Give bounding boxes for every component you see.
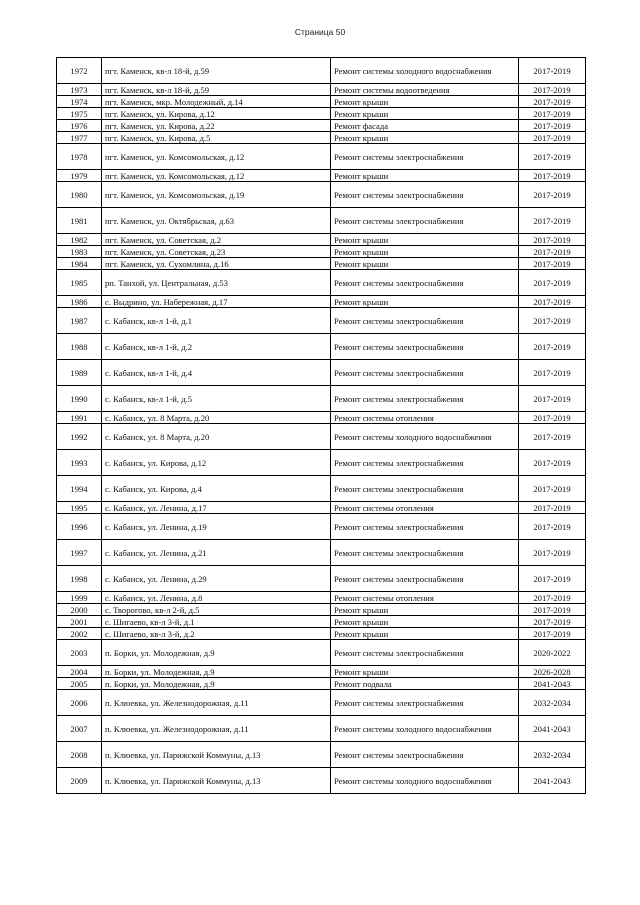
table-row bbox=[57, 540, 586, 566]
period-cell: 2017-2019 bbox=[519, 360, 586, 386]
row-number-cell: 1978 bbox=[57, 144, 102, 170]
row-number-cell: 2002 bbox=[57, 628, 102, 640]
address-cell: с. Шигаево, кв-л 3-й, д.2 bbox=[102, 628, 331, 640]
table-row bbox=[57, 182, 586, 208]
period-cell: 2017-2019 bbox=[519, 450, 586, 476]
work-type-cell: Ремонт системы электроснабжения bbox=[331, 334, 519, 360]
work-type-cell: Ремонт фасада bbox=[331, 120, 519, 132]
address-cell: п. Клюевка, ул. Парижской Коммуны, д.13 bbox=[102, 742, 331, 768]
period-cell: 2026-2028 bbox=[519, 666, 586, 678]
table-row bbox=[57, 502, 586, 514]
address-cell: с. Кабанск, ул. 8 Марта, д.20 bbox=[102, 412, 331, 424]
row-number-cell: 2007 bbox=[57, 716, 102, 742]
work-type-cell: Ремонт системы электроснабжения bbox=[331, 308, 519, 334]
period-cell: 2017-2019 bbox=[519, 96, 586, 108]
table-row bbox=[57, 742, 586, 768]
address-cell: п. Клюевка, ул. Железнодорожная, д.11 bbox=[102, 690, 331, 716]
period-cell: 2017-2019 bbox=[519, 628, 586, 640]
table-row bbox=[57, 716, 586, 742]
period-cell: 2017-2019 bbox=[519, 108, 586, 120]
address-cell: пгт. Каменск, кв-л 18-й, д.59 bbox=[102, 58, 331, 84]
table-row bbox=[57, 334, 586, 360]
table-row bbox=[57, 768, 586, 794]
period-cell: 2041-2043 bbox=[519, 768, 586, 794]
period-cell: 2017-2019 bbox=[519, 120, 586, 132]
period-cell: 2017-2019 bbox=[519, 132, 586, 144]
table-row bbox=[57, 678, 586, 690]
address-cell: с. Кабанск, кв-л 1-й, д.5 bbox=[102, 386, 331, 412]
address-cell: п. Борки, ул. Молодежная, д.9 bbox=[102, 666, 331, 678]
address-cell: с. Выдрино, ул. Набережная, д.17 bbox=[102, 296, 331, 308]
period-cell: 2017-2019 bbox=[519, 386, 586, 412]
work-type-cell: Ремонт крыши bbox=[331, 170, 519, 182]
table-row bbox=[57, 258, 586, 270]
period-cell: 2017-2019 bbox=[519, 502, 586, 514]
row-number-cell: 2000 bbox=[57, 604, 102, 616]
row-number-cell: 1972 bbox=[57, 58, 102, 84]
period-cell: 2017-2019 bbox=[519, 58, 586, 84]
address-cell: п. Борки, ул. Молодежная, д.9 bbox=[102, 640, 331, 666]
work-type-cell: Ремонт крыши bbox=[331, 246, 519, 258]
table-row bbox=[57, 84, 586, 96]
work-type-cell: Ремонт системы электроснабжения bbox=[331, 514, 519, 540]
row-number-cell: 1980 bbox=[57, 182, 102, 208]
row-number-cell: 1987 bbox=[57, 308, 102, 334]
work-type-cell: Ремонт системы электроснабжения bbox=[331, 742, 519, 768]
row-number-cell: 1981 bbox=[57, 208, 102, 234]
row-number-cell: 2001 bbox=[57, 616, 102, 628]
work-type-cell: Ремонт системы электроснабжения bbox=[331, 640, 519, 666]
address-cell: пгт. Каменск, ул. Комсомольская, д.12 bbox=[102, 170, 331, 182]
work-type-cell: Ремонт крыши bbox=[331, 296, 519, 308]
repair-schedule-table bbox=[56, 57, 586, 794]
address-cell: с. Кабанск, ул. Кирова, д.12 bbox=[102, 450, 331, 476]
table-row bbox=[57, 450, 586, 476]
address-cell: пгт. Каменск, ул. Комсомольская, д.12 bbox=[102, 144, 331, 170]
row-number-cell: 1976 bbox=[57, 120, 102, 132]
row-number-cell: 1979 bbox=[57, 170, 102, 182]
address-cell: п. Борки, ул. Молодежная, д.9 bbox=[102, 678, 331, 690]
table-row bbox=[57, 120, 586, 132]
table-row bbox=[57, 616, 586, 628]
table-row bbox=[57, 424, 586, 450]
table-row bbox=[57, 690, 586, 716]
period-cell: 2017-2019 bbox=[519, 308, 586, 334]
work-type-cell: Ремонт системы водоотведения bbox=[331, 84, 519, 96]
row-number-cell: 1999 bbox=[57, 592, 102, 604]
table-row bbox=[57, 476, 586, 502]
row-number-cell: 1990 bbox=[57, 386, 102, 412]
period-cell: 2017-2019 bbox=[519, 170, 586, 182]
work-type-cell: Ремонт системы электроснабжения bbox=[331, 566, 519, 592]
row-number-cell: 1997 bbox=[57, 540, 102, 566]
address-cell: рп. Танхой, ул. Центральная, д.53 bbox=[102, 270, 331, 296]
work-type-cell: Ремонт системы электроснабжения bbox=[331, 386, 519, 412]
period-cell: 2020-2022 bbox=[519, 640, 586, 666]
row-number-cell: 1982 bbox=[57, 234, 102, 246]
address-cell: с. Кабанск, ул. Ленина, д.17 bbox=[102, 502, 331, 514]
page-number-header: Страница 50 bbox=[294, 27, 346, 37]
address-cell: пгт. Каменск, кв-л 18-й, д.59 bbox=[102, 84, 331, 96]
period-cell: 2017-2019 bbox=[519, 514, 586, 540]
table-row bbox=[57, 132, 586, 144]
work-type-cell: Ремонт системы электроснабжения bbox=[331, 270, 519, 296]
address-cell: п. Клюевка, ул. Парижской Коммуны, д.13 bbox=[102, 768, 331, 794]
work-type-cell: Ремонт системы электроснабжения bbox=[331, 360, 519, 386]
address-cell: с. Кабанск, ул. Ленина, д.19 bbox=[102, 514, 331, 540]
address-cell: с. Творогово, кв-л 2-й, д.5 bbox=[102, 604, 331, 616]
row-number-cell: 2006 bbox=[57, 690, 102, 716]
row-number-cell: 1994 bbox=[57, 476, 102, 502]
table-row bbox=[57, 270, 586, 296]
address-cell: с. Кабанск, ул. Ленина, д.8 bbox=[102, 592, 331, 604]
row-number-cell: 2004 bbox=[57, 666, 102, 678]
period-cell: 2032-2034 bbox=[519, 690, 586, 716]
work-type-cell: Ремонт системы электроснабжения bbox=[331, 540, 519, 566]
row-number-cell: 1995 bbox=[57, 502, 102, 514]
address-cell: пгт. Каменск, ул. Советская, д.2 bbox=[102, 234, 331, 246]
work-type-cell: Ремонт крыши bbox=[331, 616, 519, 628]
period-cell: 2017-2019 bbox=[519, 182, 586, 208]
work-type-cell: Ремонт системы холодного водоснабжения bbox=[331, 716, 519, 742]
period-cell: 2017-2019 bbox=[519, 144, 586, 170]
work-type-cell: Ремонт подвала bbox=[331, 678, 519, 690]
table-row bbox=[57, 308, 586, 334]
row-number-cell: 1991 bbox=[57, 412, 102, 424]
table-body bbox=[57, 58, 586, 794]
work-type-cell: Ремонт крыши bbox=[331, 666, 519, 678]
address-cell: пгт. Каменск, ул. Кирова, д.5 bbox=[102, 132, 331, 144]
work-type-cell: Ремонт крыши bbox=[331, 258, 519, 270]
work-type-cell: Ремонт системы холодного водоснабжения bbox=[331, 424, 519, 450]
table-row bbox=[57, 386, 586, 412]
row-number-cell: 1993 bbox=[57, 450, 102, 476]
work-type-cell: Ремонт системы электроснабжения bbox=[331, 450, 519, 476]
address-cell: с. Кабанск, кв-л 1-й, д.1 bbox=[102, 308, 331, 334]
row-number-cell: 1983 bbox=[57, 246, 102, 258]
work-type-cell: Ремонт крыши bbox=[331, 604, 519, 616]
address-cell: пгт. Каменск, ул. Сухомлина, д.16 bbox=[102, 258, 331, 270]
table-row bbox=[57, 208, 586, 234]
row-number-cell: 2003 bbox=[57, 640, 102, 666]
address-cell: пгт. Каменск, ул. Советская, д.23 bbox=[102, 246, 331, 258]
work-type-cell: Ремонт крыши bbox=[331, 108, 519, 120]
period-cell: 2017-2019 bbox=[519, 412, 586, 424]
work-type-cell: Ремонт крыши bbox=[331, 96, 519, 108]
row-number-cell: 1986 bbox=[57, 296, 102, 308]
work-type-cell: Ремонт системы отопления bbox=[331, 412, 519, 424]
table-row bbox=[57, 360, 586, 386]
row-number-cell: 1977 bbox=[57, 132, 102, 144]
address-cell: пгт. Каменск, ул. Октябрьская, д.63 bbox=[102, 208, 331, 234]
table-row bbox=[57, 108, 586, 120]
row-number-cell: 1989 bbox=[57, 360, 102, 386]
period-cell: 2017-2019 bbox=[519, 476, 586, 502]
table-row bbox=[57, 566, 586, 592]
work-type-cell: Ремонт системы электроснабжения bbox=[331, 144, 519, 170]
row-number-cell: 1973 bbox=[57, 84, 102, 96]
row-number-cell: 2008 bbox=[57, 742, 102, 768]
period-cell: 2017-2019 bbox=[519, 566, 586, 592]
period-cell: 2017-2019 bbox=[519, 246, 586, 258]
period-cell: 2017-2019 bbox=[519, 234, 586, 246]
table-row bbox=[57, 234, 586, 246]
work-type-cell: Ремонт крыши bbox=[331, 132, 519, 144]
table-row bbox=[57, 604, 586, 616]
period-cell: 2017-2019 bbox=[519, 604, 586, 616]
table-row bbox=[57, 246, 586, 258]
row-number-cell: 1996 bbox=[57, 514, 102, 540]
table-row bbox=[57, 170, 586, 182]
table-row bbox=[57, 592, 586, 604]
period-cell: 2041-2043 bbox=[519, 678, 586, 690]
period-cell: 2017-2019 bbox=[519, 424, 586, 450]
period-cell: 2017-2019 bbox=[519, 592, 586, 604]
row-number-cell: 2005 bbox=[57, 678, 102, 690]
period-cell: 2017-2019 bbox=[519, 270, 586, 296]
address-cell: пгт. Каменск, мкр. Молодежный, д.14 bbox=[102, 96, 331, 108]
address-cell: с. Шигаево, кв-л 3-й, д.1 bbox=[102, 616, 331, 628]
work-type-cell: Ремонт системы отопления bbox=[331, 592, 519, 604]
period-cell: 2017-2019 bbox=[519, 258, 586, 270]
row-number-cell: 1975 bbox=[57, 108, 102, 120]
row-number-cell: 1988 bbox=[57, 334, 102, 360]
work-type-cell: Ремонт крыши bbox=[331, 628, 519, 640]
table-row bbox=[57, 640, 586, 666]
address-cell: с. Кабанск, ул. 8 Марта, д.20 bbox=[102, 424, 331, 450]
row-number-cell: 1985 bbox=[57, 270, 102, 296]
work-type-cell: Ремонт системы холодного водоснабжения bbox=[331, 768, 519, 794]
address-cell: пгт. Каменск, ул. Комсомольская, д.19 bbox=[102, 182, 331, 208]
table-row bbox=[57, 666, 586, 678]
period-cell: 2017-2019 bbox=[519, 84, 586, 96]
row-number-cell: 1984 bbox=[57, 258, 102, 270]
period-cell: 2017-2019 bbox=[519, 296, 586, 308]
address-cell: пгт. Каменск, ул. Кирова, д.12 bbox=[102, 108, 331, 120]
row-number-cell: 1992 bbox=[57, 424, 102, 450]
address-cell: пгт. Каменск, ул. Кирова, д.22 bbox=[102, 120, 331, 132]
work-type-cell: Ремонт системы холодного водоснабжения bbox=[331, 58, 519, 84]
period-cell: 2017-2019 bbox=[519, 616, 586, 628]
address-cell: с. Кабанск, ул. Ленина, д.21 bbox=[102, 540, 331, 566]
address-cell: с. Кабанск, кв-л 1-й, д.4 bbox=[102, 360, 331, 386]
work-type-cell: Ремонт системы электроснабжения bbox=[331, 476, 519, 502]
period-cell: 2041-2043 bbox=[519, 716, 586, 742]
work-type-cell: Ремонт системы электроснабжения bbox=[331, 690, 519, 716]
address-cell: п. Клюевка, ул. Железнодорожная, д.11 bbox=[102, 716, 331, 742]
table-row bbox=[57, 58, 586, 84]
table-row bbox=[57, 412, 586, 424]
row-number-cell: 2009 bbox=[57, 768, 102, 794]
work-type-cell: Ремонт системы электроснабжения bbox=[331, 208, 519, 234]
table-row bbox=[57, 144, 586, 170]
period-cell: 2017-2019 bbox=[519, 208, 586, 234]
address-cell: с. Кабанск, кв-л 1-й, д.2 bbox=[102, 334, 331, 360]
row-number-cell: 1974 bbox=[57, 96, 102, 108]
address-cell: с. Кабанск, ул. Кирова, д.4 bbox=[102, 476, 331, 502]
table-row bbox=[57, 296, 586, 308]
work-type-cell: Ремонт крыши bbox=[331, 234, 519, 246]
row-number-cell: 1998 bbox=[57, 566, 102, 592]
period-cell: 2017-2019 bbox=[519, 540, 586, 566]
work-type-cell: Ремонт системы отопления bbox=[331, 502, 519, 514]
period-cell: 2017-2019 bbox=[519, 334, 586, 360]
table-row bbox=[57, 96, 586, 108]
table-row bbox=[57, 628, 586, 640]
work-type-cell: Ремонт системы электроснабжения bbox=[331, 182, 519, 208]
table-row bbox=[57, 514, 586, 540]
address-cell: с. Кабанск, ул. Ленина, д.29 bbox=[102, 566, 331, 592]
period-cell: 2032-2034 bbox=[519, 742, 586, 768]
